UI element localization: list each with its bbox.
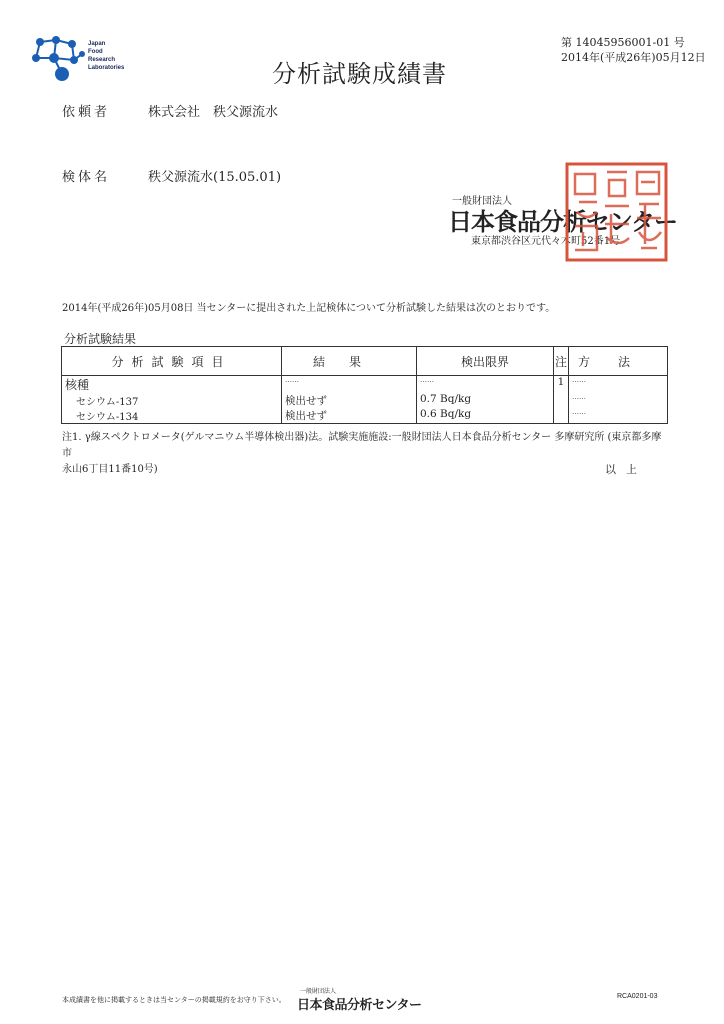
client-label: 依頼者 — [62, 105, 111, 120]
client-name: 株式会社 秩父源流水 — [148, 105, 279, 120]
document-date: 2014年(平成26年)05月12日 — [561, 51, 706, 64]
document-number: 第 14045956001-01 号 — [561, 36, 685, 49]
header-method: 方法 — [569, 347, 668, 376]
official-seal-icon — [565, 162, 668, 262]
sample-name: 秩父源流水(15.05.01) — [148, 170, 282, 185]
document-title: 分析試験成績書 — [272, 60, 447, 88]
results-header-row — [62, 347, 668, 376]
header-result: 結果 — [282, 347, 417, 376]
logo-text — [88, 40, 124, 72]
cell-limit: …… — [417, 376, 554, 394]
footer-org-name: 日本食品分析センター — [297, 997, 422, 1012]
cell-result: …… — [282, 376, 417, 394]
sample-label: 検体名 — [62, 170, 111, 185]
table-row — [62, 408, 668, 424]
footer-notice: 本成績書を他に掲載するときは当センターの掲載規約をお守り下さい。 — [62, 996, 286, 1004]
table-row — [62, 376, 668, 394]
cell-method: …… — [569, 408, 668, 424]
header-limit: 検出限界 — [417, 347, 554, 376]
logo-line: Research — [88, 57, 116, 63]
results-section-title: 分析試験結果 — [64, 332, 137, 346]
closing-mark: 以上 — [605, 463, 647, 476]
footer-code: RCA0201-03 — [617, 993, 658, 1000]
cell-result: 検出せず — [282, 408, 417, 424]
issuer-address: 東京都渋谷区元代々木町52番1号 — [471, 236, 621, 247]
logo-line: Food — [88, 49, 103, 55]
cell-item: 核種 — [62, 376, 282, 394]
cell-note — [554, 408, 569, 424]
cell-note — [554, 393, 569, 408]
header-item: 分析試験項目 — [62, 347, 282, 376]
cell-item: セシウム-137 — [62, 393, 282, 408]
logo-line: Laboratories — [88, 65, 125, 71]
issuer-prefix: 一般財団法人 — [452, 196, 512, 207]
cell-item: セシウム-134 — [62, 408, 282, 424]
notes-block — [62, 430, 662, 478]
cell-method: …… — [569, 393, 668, 408]
issuer-name: 日本食品分析センター — [448, 209, 678, 236]
cell-limit: 0.7 Bq/kg — [417, 393, 554, 408]
cell-method: …… — [569, 376, 668, 394]
results-table — [61, 346, 668, 424]
note-line: 永山6丁目11番10号) — [62, 464, 158, 475]
logo-line: Japan — [88, 41, 106, 47]
note-line: 注1. γ線スペクトロメータ(ゲルマニウム半導体検出器)法。試験実施施設:一般財団法人日本食品分析センター 多摩研究所 (東京都多摩市 — [62, 432, 662, 459]
cell-limit: 0.6 Bq/kg — [417, 408, 554, 424]
cell-result: 検出せず — [282, 393, 417, 408]
intro-text: 2014年(平成26年)05月08日 当センターに提出された上記検体について分析試験した結果は次のとおりです。 — [62, 303, 556, 314]
cell-note: 1 — [554, 376, 569, 394]
table-row — [62, 393, 668, 408]
footer-org-prefix: 一般財団法人 — [300, 989, 337, 995]
header-note: 注 — [554, 347, 569, 376]
